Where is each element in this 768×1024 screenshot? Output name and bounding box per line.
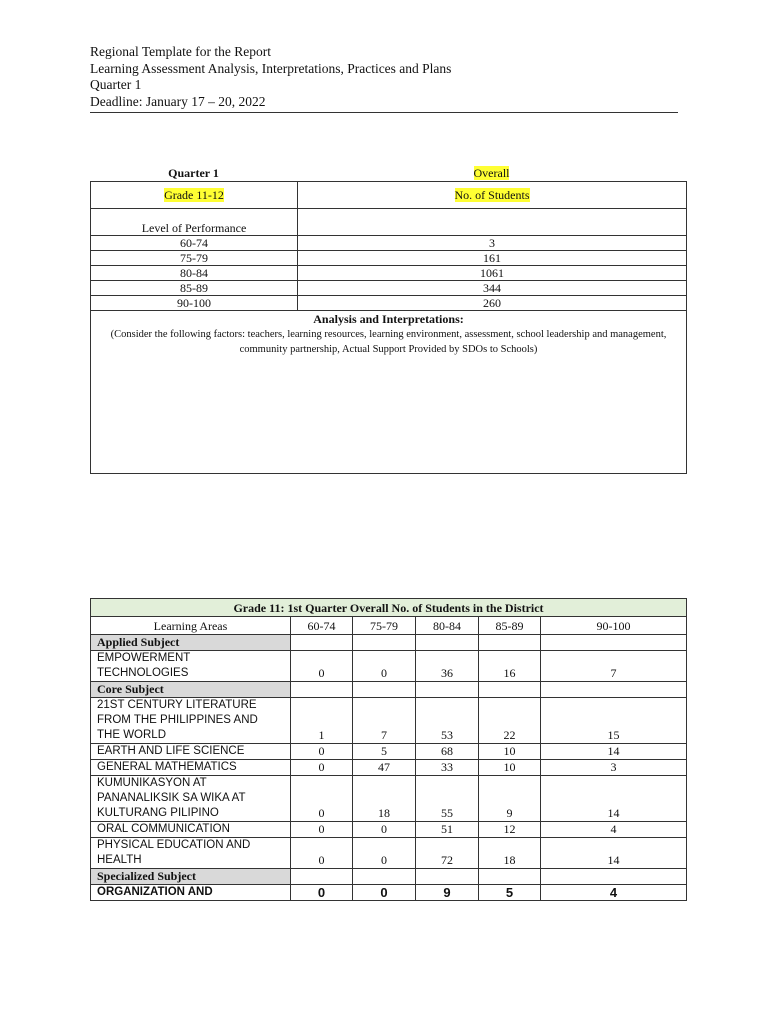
empty-cell	[291, 682, 353, 698]
subject-name-line: PHYSICAL EDUCATION AND	[97, 839, 251, 851]
score-count: 0	[291, 838, 353, 869]
score-count: 5	[353, 744, 416, 760]
score-count: 18	[353, 776, 416, 822]
report-header	[90, 44, 678, 113]
performance-row	[91, 296, 687, 311]
subject-row	[91, 651, 687, 682]
subject-name-line: HEALTH	[97, 854, 142, 866]
score-count: 12	[479, 822, 541, 838]
subject-name-line: KUMUNIKASYON AT	[97, 777, 207, 789]
category-name: Specialized Subject	[91, 869, 291, 885]
analysis-row	[91, 311, 687, 474]
score-count: 0	[291, 822, 353, 838]
subject-name-line: KULTURANG PILIPINO	[97, 807, 219, 819]
performance-row	[91, 281, 687, 296]
subject-name-line: EMPOWERMENT	[97, 652, 191, 664]
analysis-title: Analysis and Interpretations:	[313, 312, 464, 326]
subject-name	[91, 698, 291, 744]
score-count: 0	[353, 838, 416, 869]
score-count: 7	[541, 651, 687, 682]
empty-cell	[541, 869, 687, 885]
score-count: 15	[541, 698, 687, 744]
score-count: 0	[291, 776, 353, 822]
student-count: 260	[298, 296, 687, 311]
performance-range: 60-74	[91, 236, 298, 251]
score-count: 9	[416, 885, 479, 901]
subject-name-line: ORAL COMMUNICATION	[97, 823, 230, 835]
score-count: 18	[479, 838, 541, 869]
level-empty-cell	[298, 209, 687, 236]
score-count: 0	[291, 760, 353, 776]
student-count: 1061	[298, 266, 687, 281]
subject-name	[91, 776, 291, 822]
score-count: 4	[541, 822, 687, 838]
subject-name-line: FROM THE PHILIPPINES AND	[97, 714, 258, 726]
category-row	[91, 682, 687, 698]
column-header: 80-84	[416, 617, 479, 635]
empty-cell	[416, 869, 479, 885]
subject-row	[91, 838, 687, 869]
empty-cell	[353, 635, 416, 651]
score-count: 72	[416, 838, 479, 869]
score-count: 47	[353, 760, 416, 776]
score-count: 22	[479, 698, 541, 744]
score-count: 10	[479, 744, 541, 760]
category-name: Applied Subject	[91, 635, 291, 651]
subject-name-line: TECHNOLOGIES	[97, 667, 189, 679]
score-count: 9	[479, 776, 541, 822]
score-count: 1	[291, 698, 353, 744]
performance-range: 85-89	[91, 281, 298, 296]
empty-cell	[479, 635, 541, 651]
score-count: 0	[353, 885, 416, 901]
student-count: 3	[298, 236, 687, 251]
subject-name-line: PANANALIKSIK SA WIKA AT	[97, 792, 246, 804]
subject-name	[91, 744, 291, 760]
level-header-row	[91, 209, 687, 236]
column-header-row	[91, 617, 687, 635]
header-subtitle: Learning Assessment Analysis, Interpretations, Practices and Plans	[90, 60, 452, 76]
level-label: Level of Performance	[91, 209, 298, 236]
summary-header-row	[91, 182, 687, 209]
subject-row	[91, 744, 687, 760]
category-row	[91, 869, 687, 885]
empty-cell	[479, 682, 541, 698]
score-count: 14	[541, 744, 687, 760]
overall-label: Overall	[473, 166, 510, 180]
quarter-label: Quarter 1	[168, 166, 219, 180]
score-count: 14	[541, 838, 687, 869]
empty-cell	[479, 869, 541, 885]
score-count: 36	[416, 651, 479, 682]
grade-cell	[91, 182, 298, 209]
score-count: 0	[291, 744, 353, 760]
students-cell	[298, 182, 687, 209]
performance-range: 80-84	[91, 266, 298, 281]
score-count: 0	[291, 885, 353, 901]
empty-cell	[416, 635, 479, 651]
column-header: 60-74	[291, 617, 353, 635]
subject-name-line: EARTH AND LIFE SCIENCE	[97, 745, 245, 757]
score-count: 68	[416, 744, 479, 760]
performance-row	[91, 251, 687, 266]
subject-name	[91, 651, 291, 682]
subject-name-line: ORGANIZATION AND	[97, 886, 213, 898]
header-quarter: Quarter 1	[90, 77, 142, 92]
column-header: Learning Areas	[91, 617, 291, 635]
summary-labels	[90, 166, 686, 182]
empty-cell	[416, 682, 479, 698]
score-count: 14	[541, 776, 687, 822]
score-count: 3	[541, 760, 687, 776]
column-header: 85-89	[479, 617, 541, 635]
subject-row	[91, 760, 687, 776]
subject-row	[91, 776, 687, 822]
empty-cell	[541, 682, 687, 698]
score-count: 55	[416, 776, 479, 822]
subject-name-line: GENERAL MATHEMATICS	[97, 761, 237, 773]
analysis-box	[91, 311, 687, 474]
subject-row	[91, 822, 687, 838]
score-count: 7	[353, 698, 416, 744]
category-row	[91, 635, 687, 651]
score-count: 53	[416, 698, 479, 744]
score-count: 0	[291, 651, 353, 682]
student-count: 161	[298, 251, 687, 266]
score-count: 0	[353, 651, 416, 682]
performance-range: 75-79	[91, 251, 298, 266]
district-table	[90, 598, 687, 901]
category-name: Core Subject	[91, 682, 291, 698]
header-deadline: Deadline: January 17 – 20, 2022	[90, 93, 266, 109]
subject-row	[91, 698, 687, 744]
students-label: No. of Students	[454, 188, 530, 202]
empty-cell	[291, 869, 353, 885]
column-header: 75-79	[353, 617, 416, 635]
performance-row	[91, 236, 687, 251]
subject-name	[91, 885, 291, 901]
score-count: 10	[479, 760, 541, 776]
subject-name	[91, 838, 291, 869]
district-title-row	[91, 599, 687, 617]
performance-range: 90-100	[91, 296, 298, 311]
score-count: 51	[416, 822, 479, 838]
score-count: 4	[541, 885, 687, 901]
score-count: 16	[479, 651, 541, 682]
score-count: 5	[479, 885, 541, 901]
column-header: 90-100	[541, 617, 687, 635]
score-count: 33	[416, 760, 479, 776]
subject-name	[91, 822, 291, 838]
analysis-note: (Consider the following factors: teachers, learning resources, learning environment, assessment, school leadership and management, community partnership, Actual Support Provided by SDOs to Schools)	[110, 329, 667, 355]
subject-name	[91, 760, 291, 776]
empty-cell	[541, 635, 687, 651]
subject-name-line: 21ST CENTURY LITERATURE	[97, 699, 257, 711]
score-count: 0	[353, 822, 416, 838]
grade-label: Grade 11-12	[164, 188, 224, 202]
empty-cell	[353, 869, 416, 885]
empty-cell	[291, 635, 353, 651]
subject-row	[91, 885, 687, 901]
district-title: Grade 11: 1st Quarter Overall No. of Students in the District	[91, 599, 687, 617]
performance-summary-table	[90, 181, 687, 474]
empty-cell	[353, 682, 416, 698]
subject-name-line: THE WORLD	[97, 729, 166, 741]
student-count: 344	[298, 281, 687, 296]
header-title: Regional Template for the Report	[90, 44, 272, 59]
performance-row	[91, 266, 687, 281]
